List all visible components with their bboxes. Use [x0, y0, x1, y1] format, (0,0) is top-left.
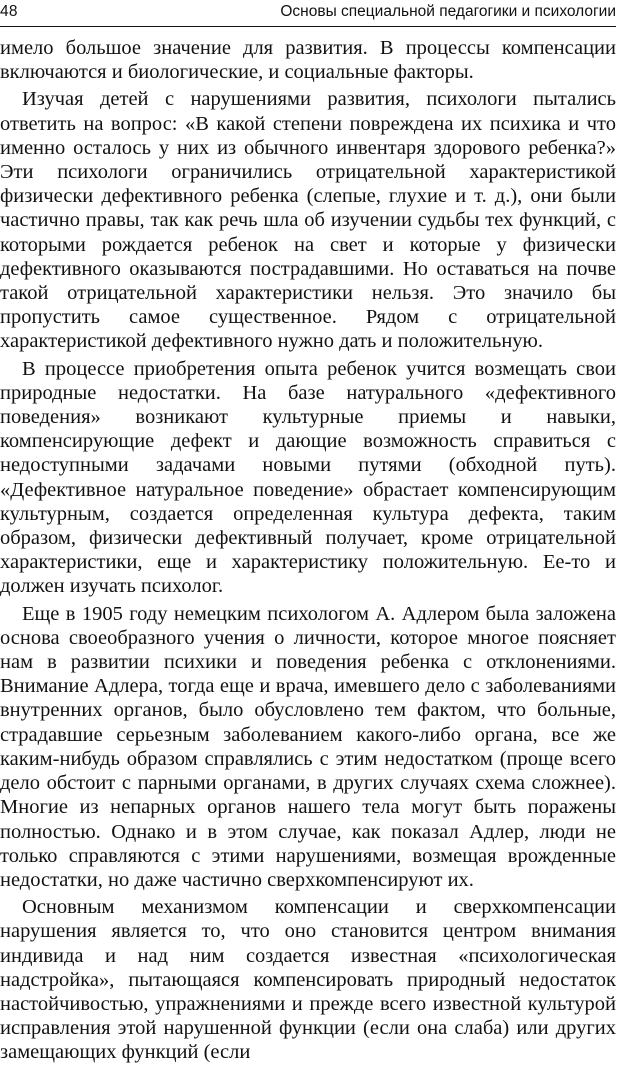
paragraph: В процессе приобретения опыта ребенок учится возмещать свои природные недостатки. На базе натурального «дефективного поведения» возникают культурные приемы и навыки, компенсирующие дефект и дающие возможность справиться с недоступными задачами новыми путями (обходной путь). «Дефективное натуральное поведение» обрастает компенсирующим культурным, создается определенная культура дефекта, таким образом, физически дефективный получает, кроме отрицательной характеристики, еще и характеристику положительную. Ее-то и должен изучать психолог.	[0, 357, 616, 598]
text-body	[0, 36, 616, 1065]
paragraph: Изучая детей с нарушениями развития, психологи пытались ответить на вопрос: «В какой степени повреждена их психика и что именно осталось у них из обычного инвентаря здорового ребенка?» Эти психологи ограничились отрицательной характеристикой физически дефективного ребенка (слепые, глухие и т. д.), они были частично правы, так как речь шла об изучении судьбы тех функций, с которыми рождается ребенок на свет и которые у физически дефективного оказываются пострадавшими. Но оставаться на почве такой отрицательной характеристики нельзя. Это значило бы пропустить самое существенное. Рядом с отрицательной характеристикой дефективного нужно дать и положительную.	[0, 88, 616, 353]
book-title: Основы специальной педагогики и психологии	[280, 3, 616, 20]
paragraph-continued: имело большое значение для развития. В процессы компенсации включаются и биологические, и социальные факторы.	[0, 37, 616, 84]
paragraph: Основным механизмом компенсации и сверхкомпенсации нарушения является то, что оно становится центром внимания индивида и над ним создается известная «психологическая надстройка», пытающаяся компенсировать природный недостаток настойчивостью, упражнениями и прежде всего известной культурой исправления этой нарушенной функции (если она слаба) или других замещающих функций (если	[0, 896, 616, 1064]
running-head	[0, 0, 616, 27]
page-number: 48	[0, 3, 18, 20]
paragraph: Еще в 1905 году немецким психологом А. Адлером была заложена основа своеобразного учения о личности, которое многое поясняет нам в развитии психики и поведения ребенка с отклонениями. Внимание Адлера, тогда еще и врача, имевшего дело с заболеваниями внутренних органов, было обусловлено тем фактом, что больные, страдавшие серьезным заболеванием какого-либо органа, все же каким-нибудь образом справлялись с этим недостатком (проще всего дело обстоит с парными органами, в других случаях схема сложнее). Многие из непарных органов нашего тела могут быть поражены полностью. Однако и в этом случае, как показал Адлер, люди не только справляются с этими нарушениями, возмещая врожденные недостатки, но даже частично сверхкомпенсируют их.	[0, 602, 616, 891]
